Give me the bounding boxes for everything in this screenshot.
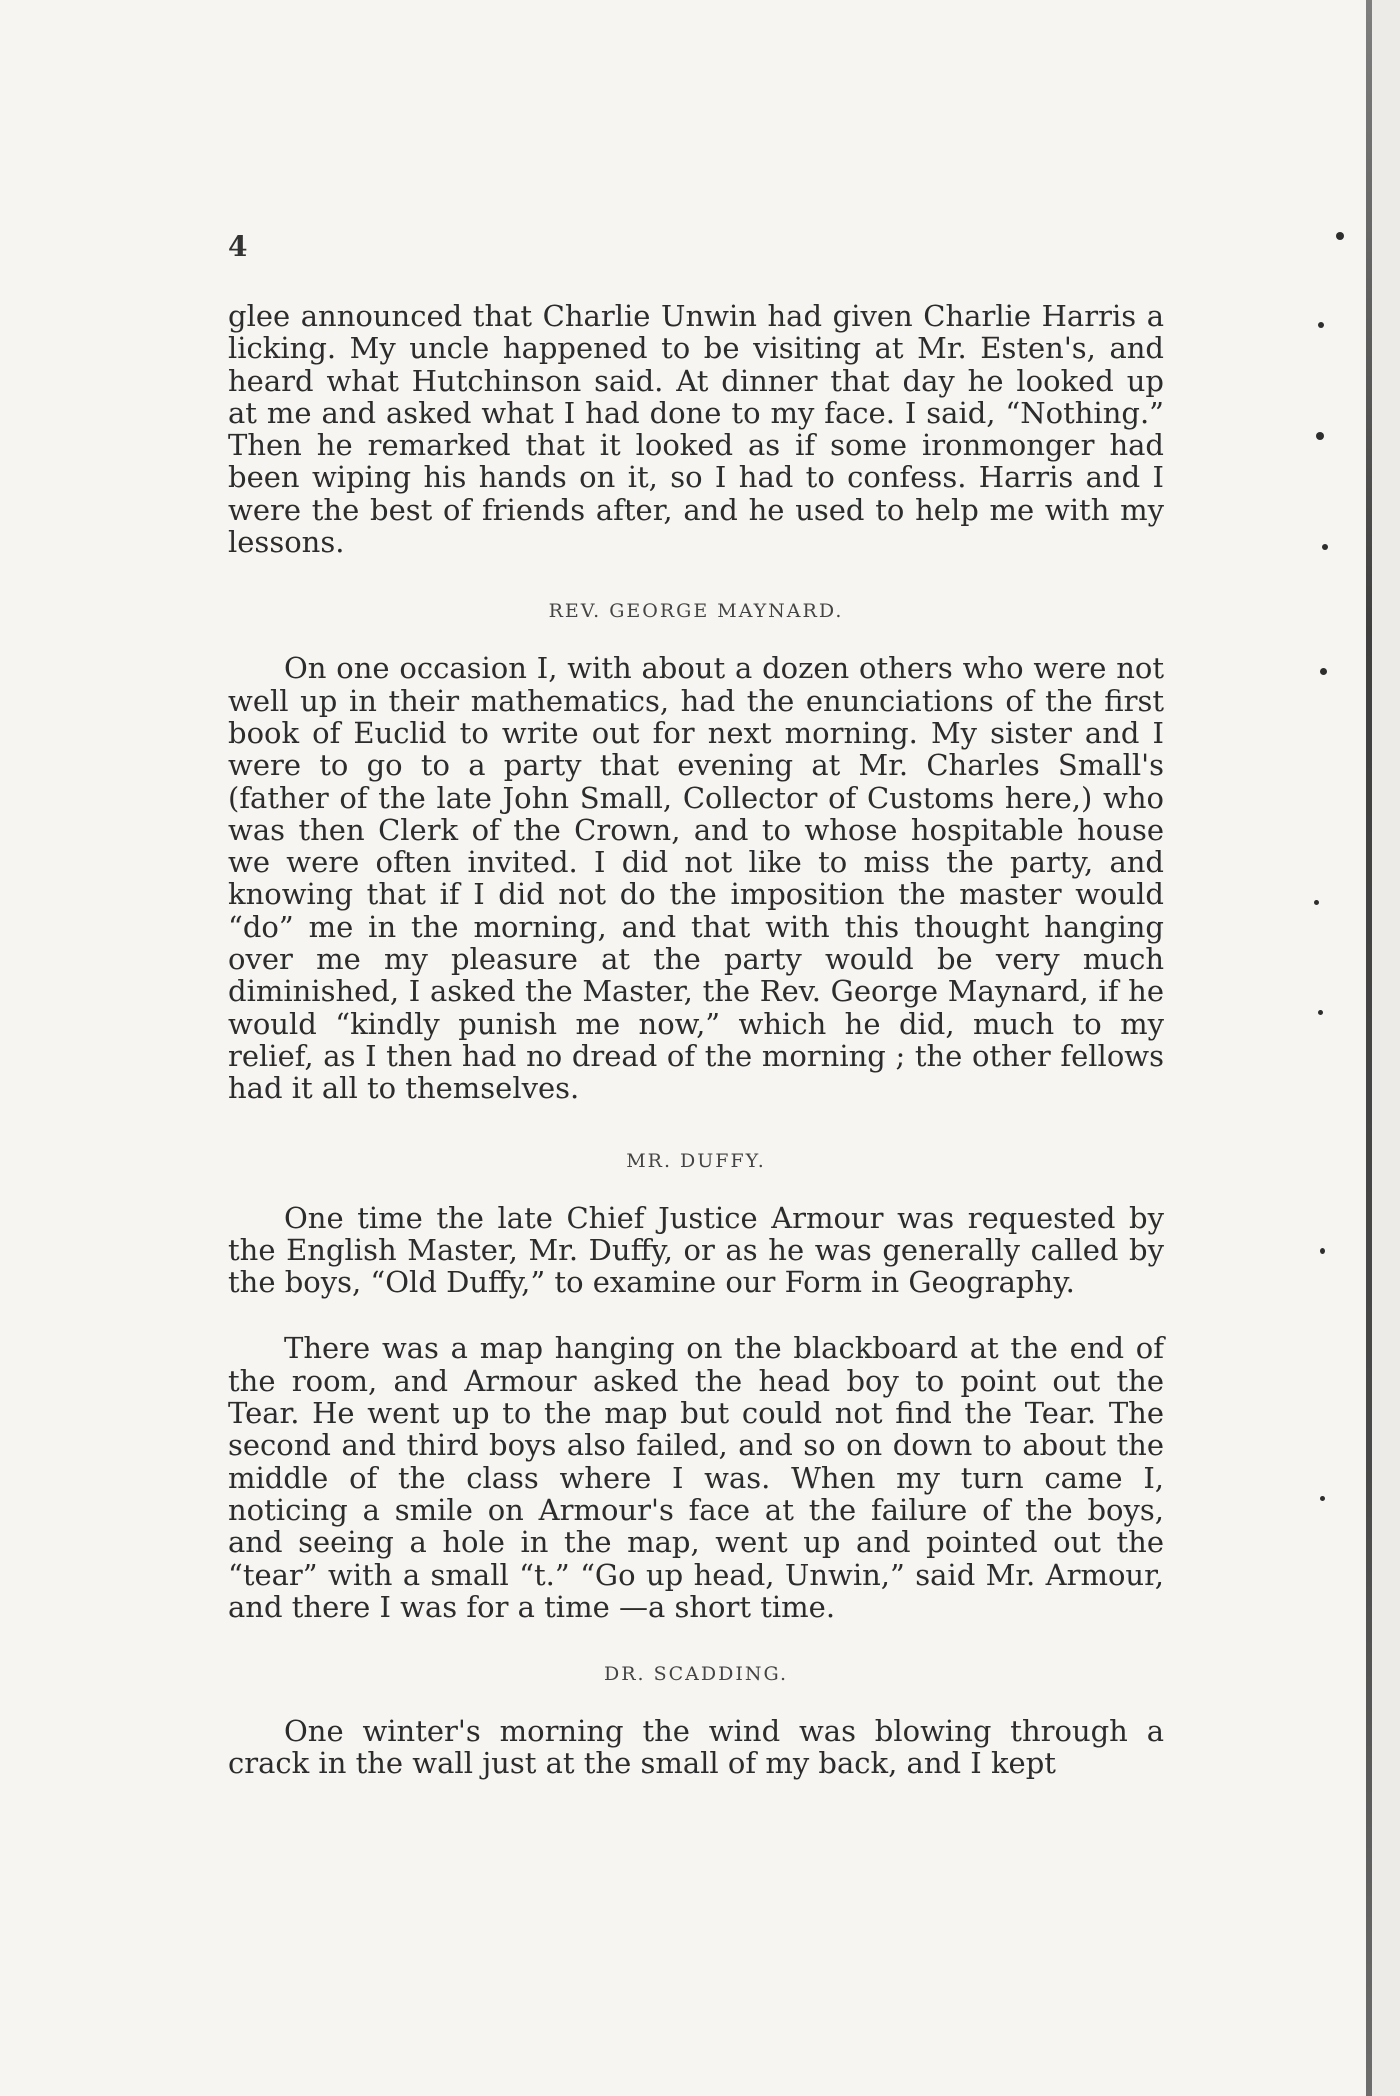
section-heading-scadding: DR. SCADDING. bbox=[603, 1663, 789, 1686]
paragraph-scadding: One winter's morning the wind was blowing through a crack in the wall just at the small of my back, and I kept bbox=[228, 1714, 1164, 1781]
page-edge-shadow bbox=[1372, 0, 1400, 2096]
ink-speck bbox=[1318, 322, 1324, 328]
text-column bbox=[228, 300, 1164, 1780]
ink-speck bbox=[1314, 900, 1319, 905]
ink-speck bbox=[1336, 232, 1344, 240]
ink-speck bbox=[1320, 1248, 1325, 1254]
ink-speck bbox=[1320, 668, 1327, 675]
ink-speck bbox=[1320, 1496, 1325, 1501]
ink-speck bbox=[1322, 544, 1328, 550]
paragraph-duffy-map: There was a map hanging on the blackboard at the end of the room, and Armour asked the head boy to point out the Tear. He went up to the map but could not find the Tear. The second and third boys also failed, and so on down to about the middle of the class where I was. When my turn came I, noticing a smile on Armour's face at the failure of the boys, and seeing a hole in the map, went up and pointed out the “tear” with a small “t.” “Go up head, Unwin,” said Mr. Armour, and there I was for a time —a short time. bbox=[228, 1331, 1164, 1624]
paragraph-maynard: On one occasion I, with about a dozen others who were not well up in their mathematics, had the enunciations of the first book of Euclid to write out for next morning. My sister and I were to go to a party that evening at Mr. Charles Small's (father of the late John Small, Collector of Customs here,) who was then Clerk of the Crown, and to whose hospitable house we were often invited. I did not like to miss the party, and knowing that if I did not do the imposition the master would “do” me in the morning, and that with this thought hanging over me my pleasure at the party would be very much diminished, I asked the Master, the Rev. George Maynard, if he would “kindly punish me now,” which he did, much to my relief, as I then had no dread of the morning ; the other fellows had it all to themselves. bbox=[228, 651, 1164, 1106]
page-number: 4 bbox=[228, 230, 248, 263]
section-heading-duffy: MR. DUFFY. bbox=[626, 1149, 766, 1172]
binding-edge bbox=[1366, 0, 1372, 2096]
ink-speck bbox=[1316, 432, 1324, 440]
ink-speck bbox=[1318, 1010, 1323, 1015]
section-heading-maynard: REV. GEORGE MAYNARD. bbox=[548, 600, 844, 623]
paragraph-duffy-intro: One time the late Chief Justice Armour was requested by the English Master, Mr. Duffy, or as he was generally called by the boys, “Old Duffy,” to examine our Form in Geography. bbox=[228, 1200, 1164, 1300]
paragraph-continued: glee announced that Charlie Unwin had given Charlie Harris a licking. My uncle happened to be visiting at Mr. Esten's, and heard what Hutchinson said. At dinner that day he looked up at me and asked what I had done to my face. I said, “Nothing.” Then he remarked that it looked as if some ironmonger had been wiping his hands on it, so I had to confess. Harris and I were the best of friends after, and he used to help me with my lessons. bbox=[228, 299, 1164, 560]
